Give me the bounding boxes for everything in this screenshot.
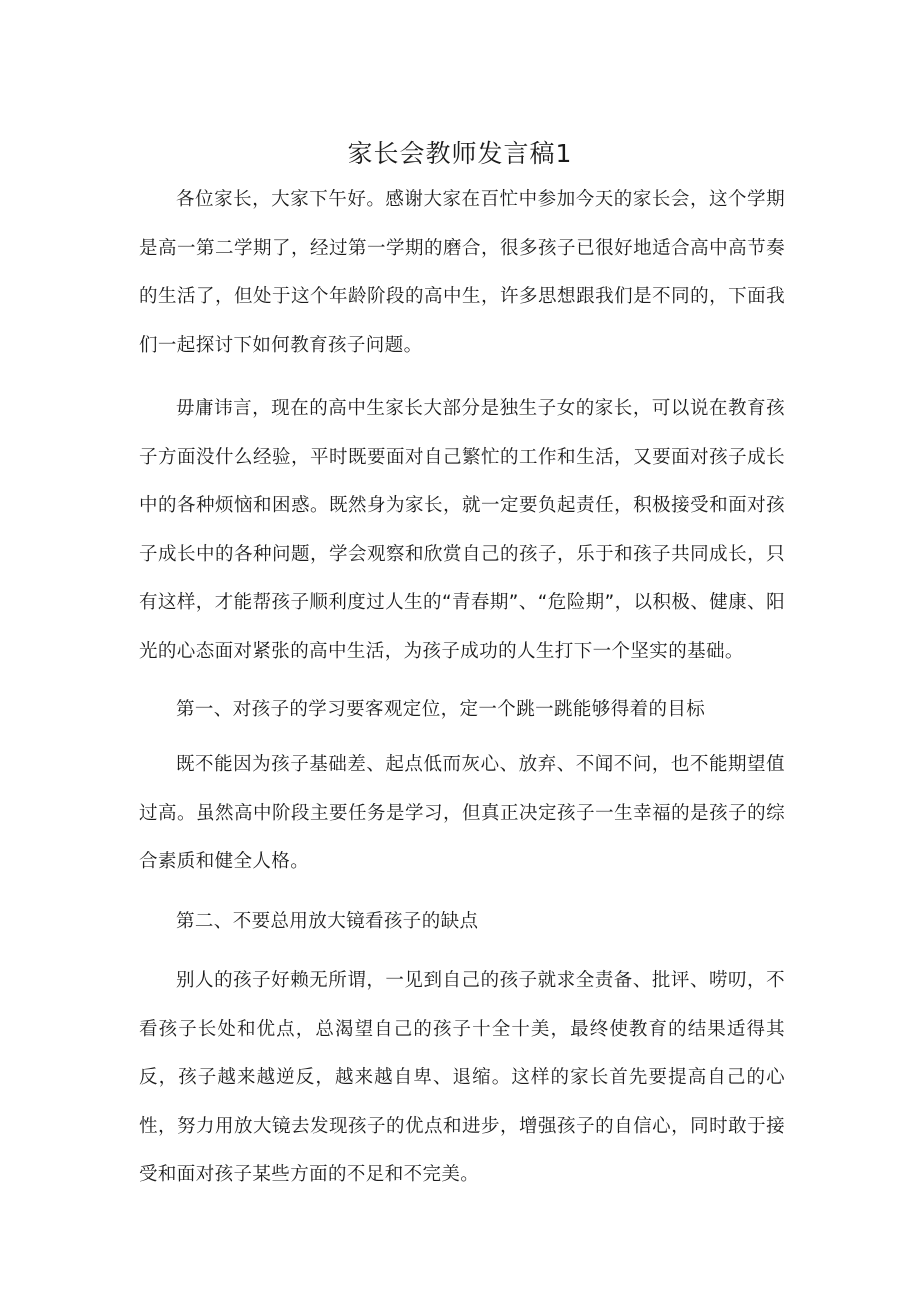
paragraph-first-point: 既不能因为孩子基础差、起点低而灰心、放弃、不闻不问，也不能期望值过高。虽然高中阶段主要任务是学习，但真正决定孩子一生幸福的是孩子的综合素质和健全人格。 — [139, 754, 785, 872]
section-heading-first: 第一、对孩子的学习要客观定位，定一个跳一跳能够得着的目标 — [176, 699, 706, 720]
paragraph-greeting: 各位家长，大家下午好。感谢大家在百忙中参加今天的家长会，这个学期是高一第二学期了，经过第一学期的磨合，很多孩子已很好地适合高中高节奏的生活了，但处于这个年龄阶段的高中生，许多思想跟我们是不同的，下面我们一起探讨下如何教育孩子问题。 — [139, 189, 785, 356]
paragraph-parent-responsibility: 毋庸讳言，现在的高中生家长大部分是独生子女的家长，可以说在教育孩子方面没什么经验，平时既要面对自己繁忙的工作和生活，又要面对孩子成长中的各种烦恼和困惑。既然身为家长，就一定要负起责任，积极接受和面对孩子成长中的各种问题，学会观察和欣赏自己的孩子，乐于和孩子共同成长，只有这样，才能帮孩子顺利度过人生的“青春期”、“危险期”，以积极、健康、阳光的心态面对紧张的高中生活，为孩子成功的人生打下一个坚实的基础。 — [139, 398, 785, 662]
paragraph-second-point: 别人的孩子好赖无所谓，一见到自己的孩子就求全责备、批评、唠叨，不看孩子长处和优点，总渴望自己的孩子十全十美，最终使教育的结果适得其反，孩子越来越逆反，越来越自卑、退缩。这样的家长首先要提高自己的心性，努力用放大镜去发现孩子的优点和进步，增强孩子的自信心，同时敢于接受和面对孩子某些方面的不足和不完美。 — [139, 970, 785, 1185]
section-heading-second: 第二、不要总用放大镜看孩子的缺点 — [176, 911, 479, 932]
document-title: 家长会教师发言稿1 — [347, 139, 573, 168]
